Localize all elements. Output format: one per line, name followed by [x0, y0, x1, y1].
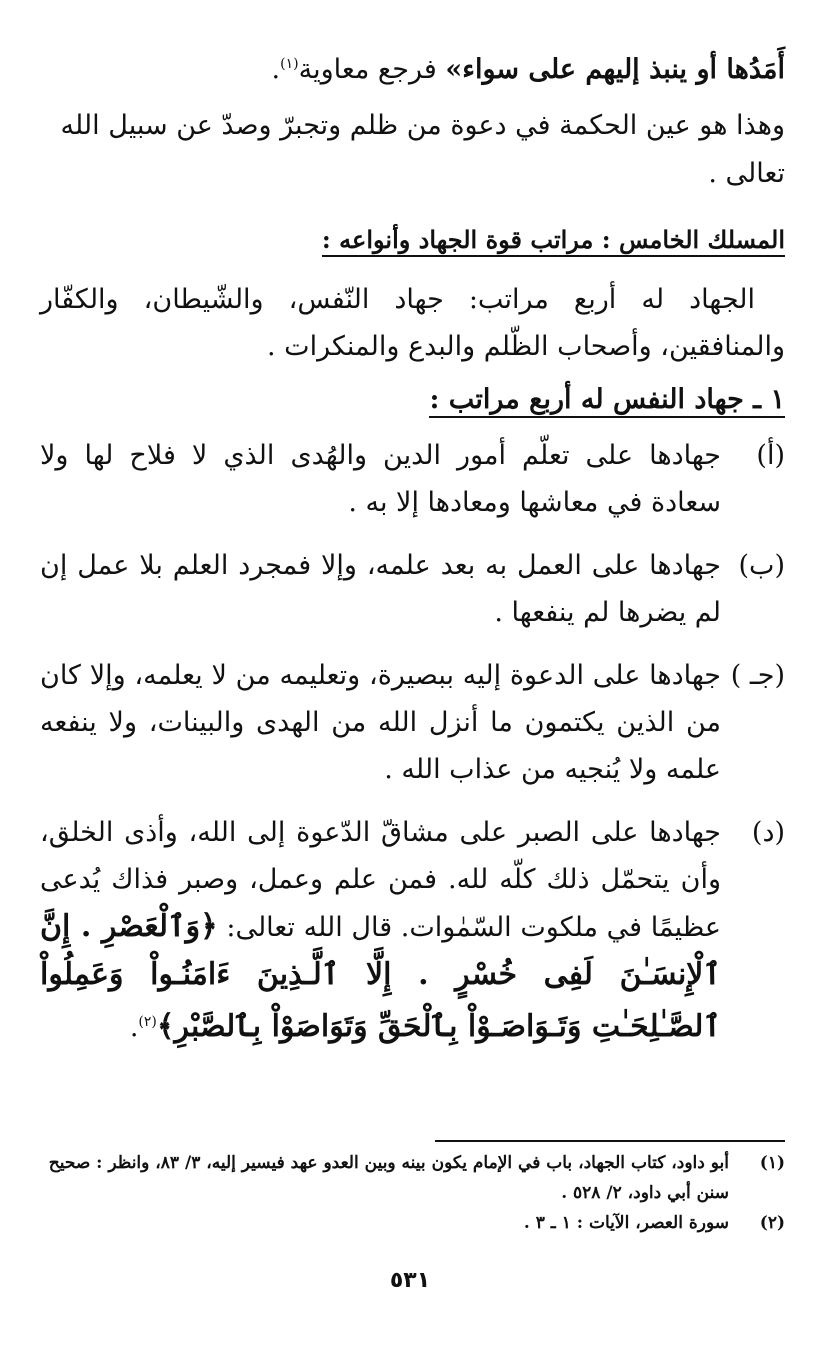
- item-marker: (أ): [756, 440, 785, 471]
- item-text: جهادها على العمل به بعد علمه، وإلا فمجرد العلم بلا عمل إن لم يضرها لم ينفعها .: [40, 550, 721, 628]
- list-item: [40, 432, 785, 526]
- page-body: [40, 40, 785, 1051]
- footnote-text: أبو داود، كتاب الجهاد، باب في الإمام يكون بينه وبين العدو عهد فيسير إليه، ٣/ ٨٣، وانظر : صحيح سنن أبي داود، ٢/ ٥٢٨ .: [48, 1153, 729, 1203]
- item-marker: (جـ ): [730, 660, 785, 691]
- section-heading: [40, 218, 785, 262]
- hadith-fragment: أَمَدُها أو ينبذ إليهم على سواء»: [445, 54, 785, 85]
- list-item: [40, 652, 785, 793]
- footnote: [40, 1208, 785, 1238]
- intro-paragraph: الجهاد له أربع مراتب: جهاد النّفس، والشّيطان، والكفّار والمنافقين، وأصحاب الظّلم والبدع والمنكرات .: [40, 284, 785, 362]
- item-text: جهادها على الدعوة إليه ببصيرة، وتعليمه من لا يعلمه، وإلا كان من الذين يكتمون ما أنزل الله من الهدى والبينات، ولا ينفعه علمه ولا يُنجيه من عذاب الله .: [40, 660, 721, 785]
- wisdom-line: وهذا هو عين الحكمة في دعوة من ظلم وتجبرّ وصدّ عن سبيل الله تعالى .: [60, 110, 785, 189]
- footnote-number: (١): [759, 1153, 785, 1173]
- footnote-text: سورة العصر، الآيات : ١ ـ ٣ .: [523, 1213, 729, 1233]
- footnote-divider: [435, 1140, 785, 1142]
- levels-list: [40, 432, 785, 1051]
- item-text: جهادها على تعلّم أمور الدين والهُدى الذي لا فلاح لها ولا سعادة في معاشها ومعادها إلا به .: [40, 440, 721, 518]
- item-marker: (د): [751, 817, 785, 848]
- hadith-continuation: فرجع معاوية: [298, 54, 446, 85]
- footnote: [40, 1148, 785, 1208]
- list-item: [40, 542, 785, 636]
- quran-verse: ﴿وَٱلْعَصْرِ . إِنَّ ٱلْإِنسَـٰنَ لَفِى خُسْرٍ . إِلَّا ٱلَّـذِينَ ءَامَنُـواْ وَعَمِلُواْ ٱلصَّـٰلِحَـٰتِ وَتَـوَاصَـوْاْ بِٱلْحَقِّ وَتَوَاصَوْاْ بِٱلصَّبْرِ﴾: [40, 909, 721, 1044]
- section-heading-text: المسلك الخامس : مراتب قوة الجهاد وأنواعه :: [322, 225, 785, 257]
- item-marker: (ب): [738, 550, 785, 581]
- item-end: .: [129, 1012, 139, 1043]
- sub-heading-text: ١ ـ جهاد النفس له أربع مراتب :: [429, 384, 785, 418]
- item-text: جهادها على الصبر على مشاقّ الدّعوة إلى الله، وأذى الخلق، وأن يتحمّل ذلك كلّه لله. فمن علم وعمل، وصبر فذاك يُدعى عظيمًا في ملكوت السّمٰوات. قال الله تعالى:: [40, 817, 721, 943]
- continuation-line: [40, 40, 785, 94]
- footnote-ref-2[interactable]: (٢): [138, 1014, 157, 1030]
- page-number: ٥٣١: [389, 1268, 431, 1293]
- sub-heading: [40, 376, 785, 424]
- line-end: .: [271, 54, 281, 85]
- footnotes: [40, 1140, 785, 1238]
- footnote-ref-1[interactable]: (١): [280, 56, 299, 72]
- footnote-number: (٢): [759, 1213, 785, 1233]
- list-item: [40, 809, 785, 1051]
